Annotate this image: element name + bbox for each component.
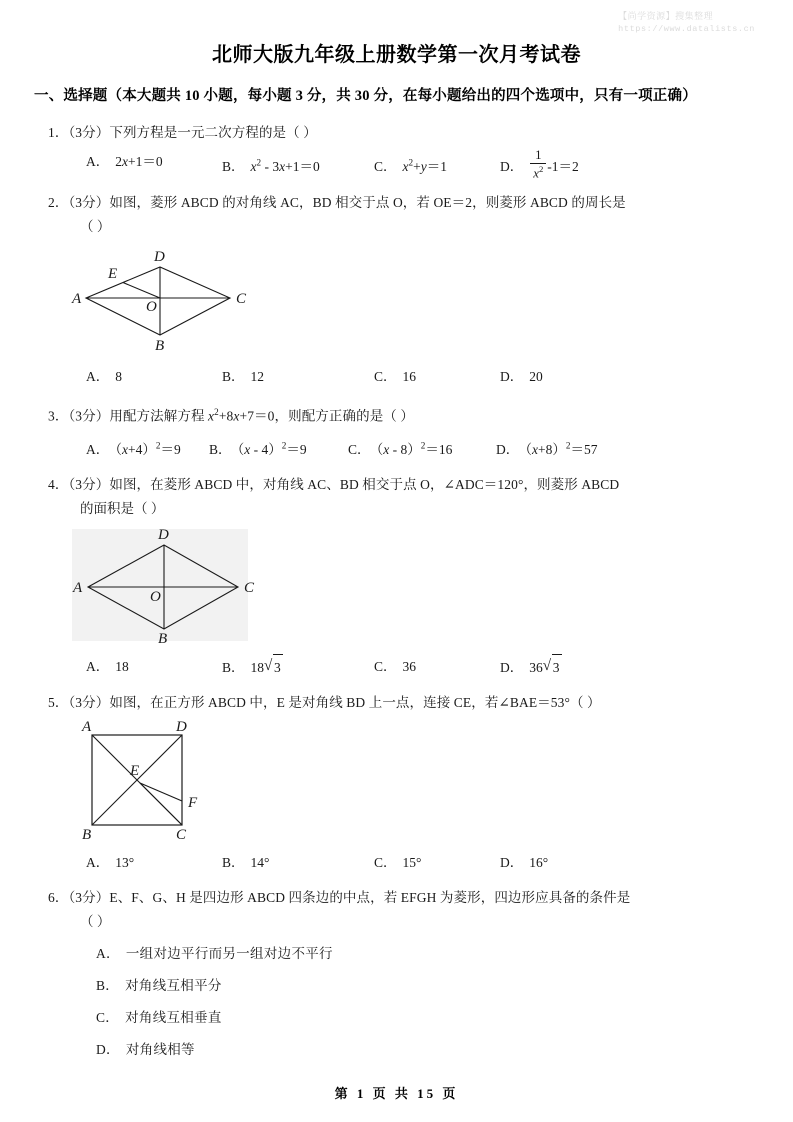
option-text: 12	[250, 369, 265, 385]
option-text: $\frac{1}{x^2}$ -1＝2	[529, 159, 579, 174]
option-text: 13°	[115, 855, 135, 871]
question-4-stem: 4．（3分）如图，在菱形 ABCD 中，对角线 AC、BD 相交于点 O，∠ADC＝120°，则菱形 ABCD	[48, 477, 620, 493]
vertex-label-A: A	[82, 719, 92, 736]
option-label: B．	[222, 369, 245, 385]
option-label: C．	[374, 659, 397, 675]
vertex-label-D: D	[154, 249, 165, 266]
option-label: D．	[500, 855, 524, 871]
option-label: A．	[86, 659, 110, 675]
radical-3: √ 3	[264, 654, 283, 681]
option-text: 一组对边平行而另一组对边不平行	[125, 946, 333, 962]
question-4	[34, 473, 759, 681]
option-label: D．	[496, 442, 520, 458]
question-6-option-b[interactable]	[96, 970, 759, 1002]
square-diagram-q5	[70, 719, 270, 841]
question-4-figure	[34, 525, 759, 650]
option-label: A．	[96, 946, 120, 962]
question-6-stem: 6．（3分）E、F、G、H 是四边形 ABCD 四条边的中点，若 EFGH 为菱形，四边形应具备的条件是	[48, 890, 631, 906]
question-2-stem: 2．（3分）如图，菱形 ABCD 的对角线 AC，BD 相交于点 O，若 OE＝2，则菱形 ABCD 的周长是	[48, 195, 626, 211]
vertex-label-A: A	[72, 291, 82, 308]
vertex-label-B: B	[158, 631, 168, 646]
question-5-option-c[interactable]	[374, 850, 500, 876]
option-text: （x - 8）$^2$＝16	[376, 440, 453, 458]
question-6-options	[96, 938, 759, 1066]
question-1-option-b[interactable]	[222, 149, 374, 181]
page-footer: 第 1 页 共 15 页	[334, 1086, 459, 1101]
question-5-option-d[interactable]	[500, 850, 548, 876]
vertex-label-C: C	[176, 827, 187, 842]
question-3-option-c[interactable]	[348, 433, 496, 464]
option-label: B．	[222, 158, 245, 174]
question-5	[34, 691, 759, 876]
question-6-option-c[interactable]	[96, 1002, 759, 1034]
option-text: 14°	[250, 855, 270, 871]
question-1-option-a[interactable]	[86, 149, 222, 181]
vertex-label-B: B	[155, 338, 165, 355]
vertex-label-E: E	[130, 763, 140, 780]
question-5-options	[86, 850, 759, 876]
option-label: C．	[374, 855, 397, 871]
option-label: A．	[86, 369, 110, 385]
question-6	[34, 886, 759, 1066]
question-2-option-a[interactable]	[86, 364, 222, 390]
question-2-option-b[interactable]	[222, 364, 374, 390]
option-text: 18	[115, 659, 129, 675]
option-text: 36	[402, 659, 417, 675]
vertex-label-C: C	[236, 291, 247, 308]
vertex-label-D: D	[158, 527, 169, 544]
watermark-line-1: 【尚学资源】搜集整理	[618, 11, 714, 21]
section-heading: 一、选择题（本大题共 10 小题，每小题 3 分，共 30 分，在每小题给出的四个选项中，只有一项正确）	[34, 88, 697, 104]
option-label: B．	[209, 442, 232, 458]
option-label: C．	[96, 1010, 120, 1026]
question-1	[34, 121, 759, 181]
vertex-label-F: F	[188, 795, 198, 812]
option-label: D．	[500, 660, 524, 676]
question-3-option-a[interactable]	[86, 433, 209, 464]
question-2-options	[86, 364, 759, 390]
option-label: B．	[222, 855, 245, 871]
question-1-option-c[interactable]	[374, 149, 500, 181]
option-label: B．	[96, 978, 120, 994]
option-text: 18 √ 3	[251, 660, 283, 675]
question-6-stem-cont: （ ）	[80, 914, 111, 930]
question-1-options	[86, 149, 759, 181]
option-text: 对角线互相垂直	[125, 1010, 222, 1026]
option-label: A．	[86, 154, 110, 169]
option-text: 对角线相等	[125, 1042, 195, 1058]
option-text: 16°	[529, 855, 549, 871]
question-4-option-c[interactable]	[374, 654, 500, 681]
option-label: B．	[222, 660, 245, 676]
rhombus-diagram-q4	[68, 525, 328, 645]
option-label: A．	[86, 855, 110, 871]
option-label: D．	[500, 369, 524, 385]
option-text: 2x+1＝0	[115, 154, 163, 169]
watermark-line-2: https://www.datalists.cn	[618, 24, 755, 34]
option-label: A．	[86, 442, 110, 458]
question-1-option-d[interactable]	[500, 149, 579, 181]
option-text: 36 √ 3	[529, 660, 561, 675]
option-text: $(x+4)^2=9$	[115, 440, 181, 458]
vertex-label-O: O	[146, 299, 157, 316]
watermark	[618, 10, 755, 36]
question-6-option-a[interactable]	[96, 938, 759, 970]
option-text: $x^2 - 3x+1=0$	[250, 157, 320, 174]
vertex-label-C: C	[244, 580, 255, 597]
vertex-label-D: D	[176, 719, 187, 736]
vertex-label-B: B	[82, 827, 92, 842]
option-label: C．	[374, 158, 397, 174]
vertex-label-E: E	[108, 266, 118, 283]
option-text: 20	[529, 369, 543, 385]
question-3	[34, 400, 759, 463]
question-2-stem-cont: （ ）	[80, 219, 111, 235]
question-5-figure	[34, 719, 759, 846]
page-title: 北师大版九年级上册数学第一次月考试卷	[212, 44, 581, 66]
option-label: C．	[374, 369, 397, 385]
question-3-stem: 3．（3分）用配方法解方程 $x^2+8x+7=0$，则配方正确的是（ ）	[48, 407, 414, 424]
question-1-stem: 1．（3分）下列方程是一元二次方程的是（ ）	[48, 125, 317, 140]
question-2-figure	[34, 243, 759, 360]
question-4-stem-cont: 的面积是（ ）	[80, 501, 165, 517]
option-label: C．	[348, 442, 371, 458]
question-2-option-d[interactable]	[500, 364, 543, 390]
option-label: D．	[500, 158, 524, 174]
option-label: D．	[96, 1042, 120, 1058]
question-3-option-d[interactable]	[496, 433, 597, 464]
question-4-option-a[interactable]	[86, 654, 222, 681]
option-text: （x - 4）$^2$＝9	[237, 440, 307, 458]
question-2	[34, 191, 759, 390]
question-4-option-d[interactable]	[500, 654, 562, 681]
question-5-option-b[interactable]	[222, 850, 374, 876]
question-4-options	[86, 654, 759, 681]
option-text: 15°	[402, 855, 422, 871]
option-text: $(x+8)^2=57$	[525, 440, 598, 458]
vertex-label-O: O	[150, 589, 161, 606]
option-text: 8	[115, 369, 122, 385]
rhombus-diagram-q2	[70, 243, 320, 355]
question-3-option-b[interactable]	[209, 433, 348, 464]
option-text: $x^2+y=1$	[402, 157, 447, 174]
question-5-stem: 5．（3分）如图，在正方形 ABCD 中，E 是对角线 BD 上一点，连接 CE，若∠BAE＝53°（ ）	[48, 695, 601, 711]
radical-3: √ 3	[543, 654, 562, 681]
option-text: 16	[402, 369, 417, 385]
question-2-option-c[interactable]	[374, 364, 500, 390]
vertex-label-A: A	[73, 580, 83, 597]
question-4-option-b[interactable]	[222, 654, 374, 681]
question-6-option-d[interactable]	[96, 1034, 759, 1066]
question-3-options	[86, 433, 759, 464]
fraction-one-over-x-squared: $\frac{1}{x^2}$	[530, 149, 546, 181]
question-5-option-a[interactable]	[86, 850, 222, 876]
option-text: 对角线互相平分	[125, 978, 222, 994]
